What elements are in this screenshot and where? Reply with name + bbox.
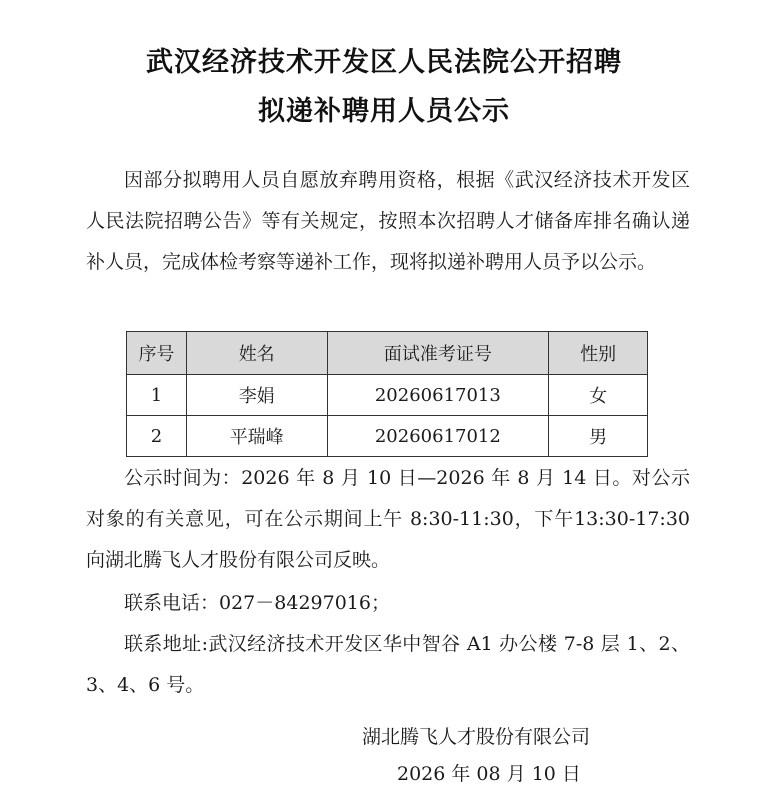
cell-gender: 女 bbox=[549, 375, 648, 416]
cell-seq: 2 bbox=[127, 416, 187, 457]
table-row bbox=[127, 416, 648, 457]
signature-date: 2026 年 08 月 10 日 bbox=[397, 763, 581, 785]
cell-name: 平瑞峰 bbox=[186, 416, 327, 457]
contact-address: 联系地址:武汉经济技术开发区华中智谷 A1 办公楼 7-8 层 1、2、3、4、6 号。 bbox=[86, 633, 690, 696]
table-row bbox=[127, 375, 648, 416]
signature-company: 湖北腾飞人才股份有限公司 bbox=[362, 726, 591, 748]
header-ticket-number: 面试准考证号 bbox=[327, 332, 549, 375]
header-gender: 性别 bbox=[549, 332, 648, 375]
contact-phone: 联系电话：027－84297016； bbox=[124, 592, 390, 614]
cell-ticket-number: 20260617012 bbox=[327, 416, 549, 457]
cell-ticket-number: 20260617013 bbox=[327, 375, 549, 416]
cell-seq: 1 bbox=[127, 375, 187, 416]
document-title-line1: 武汉经济技术开发区人民法院公开招聘 bbox=[146, 47, 622, 78]
table-header-row bbox=[127, 332, 648, 375]
header-seq: 序号 bbox=[127, 332, 187, 375]
candidate-table bbox=[126, 331, 648, 457]
cell-gender: 男 bbox=[549, 416, 648, 457]
header-name: 姓名 bbox=[186, 332, 327, 375]
intro-paragraph: 因部分拟聘用人员自愿放弃聘用资格，根据《武汉经济技术开发区人民法院招聘公告》等有关规定，按照本次招聘人才储备库排名确认递补人员，完成体检考察等递补工作，现将拟递补聘用人员予以公示。 bbox=[86, 169, 690, 273]
cell-name: 李娟 bbox=[186, 375, 327, 416]
document-title-line2: 拟递补聘用人员公示 bbox=[258, 96, 510, 127]
notice-period-paragraph: 公示时间为：2026 年 8 月 10 日—2026 年 8 月 14 日。对公示对象的有关意见，可在公示期间上午 8:30-11:30，下午13:30-17:30 向湖北腾飞人才股份有限公司反映。 bbox=[86, 467, 690, 571]
